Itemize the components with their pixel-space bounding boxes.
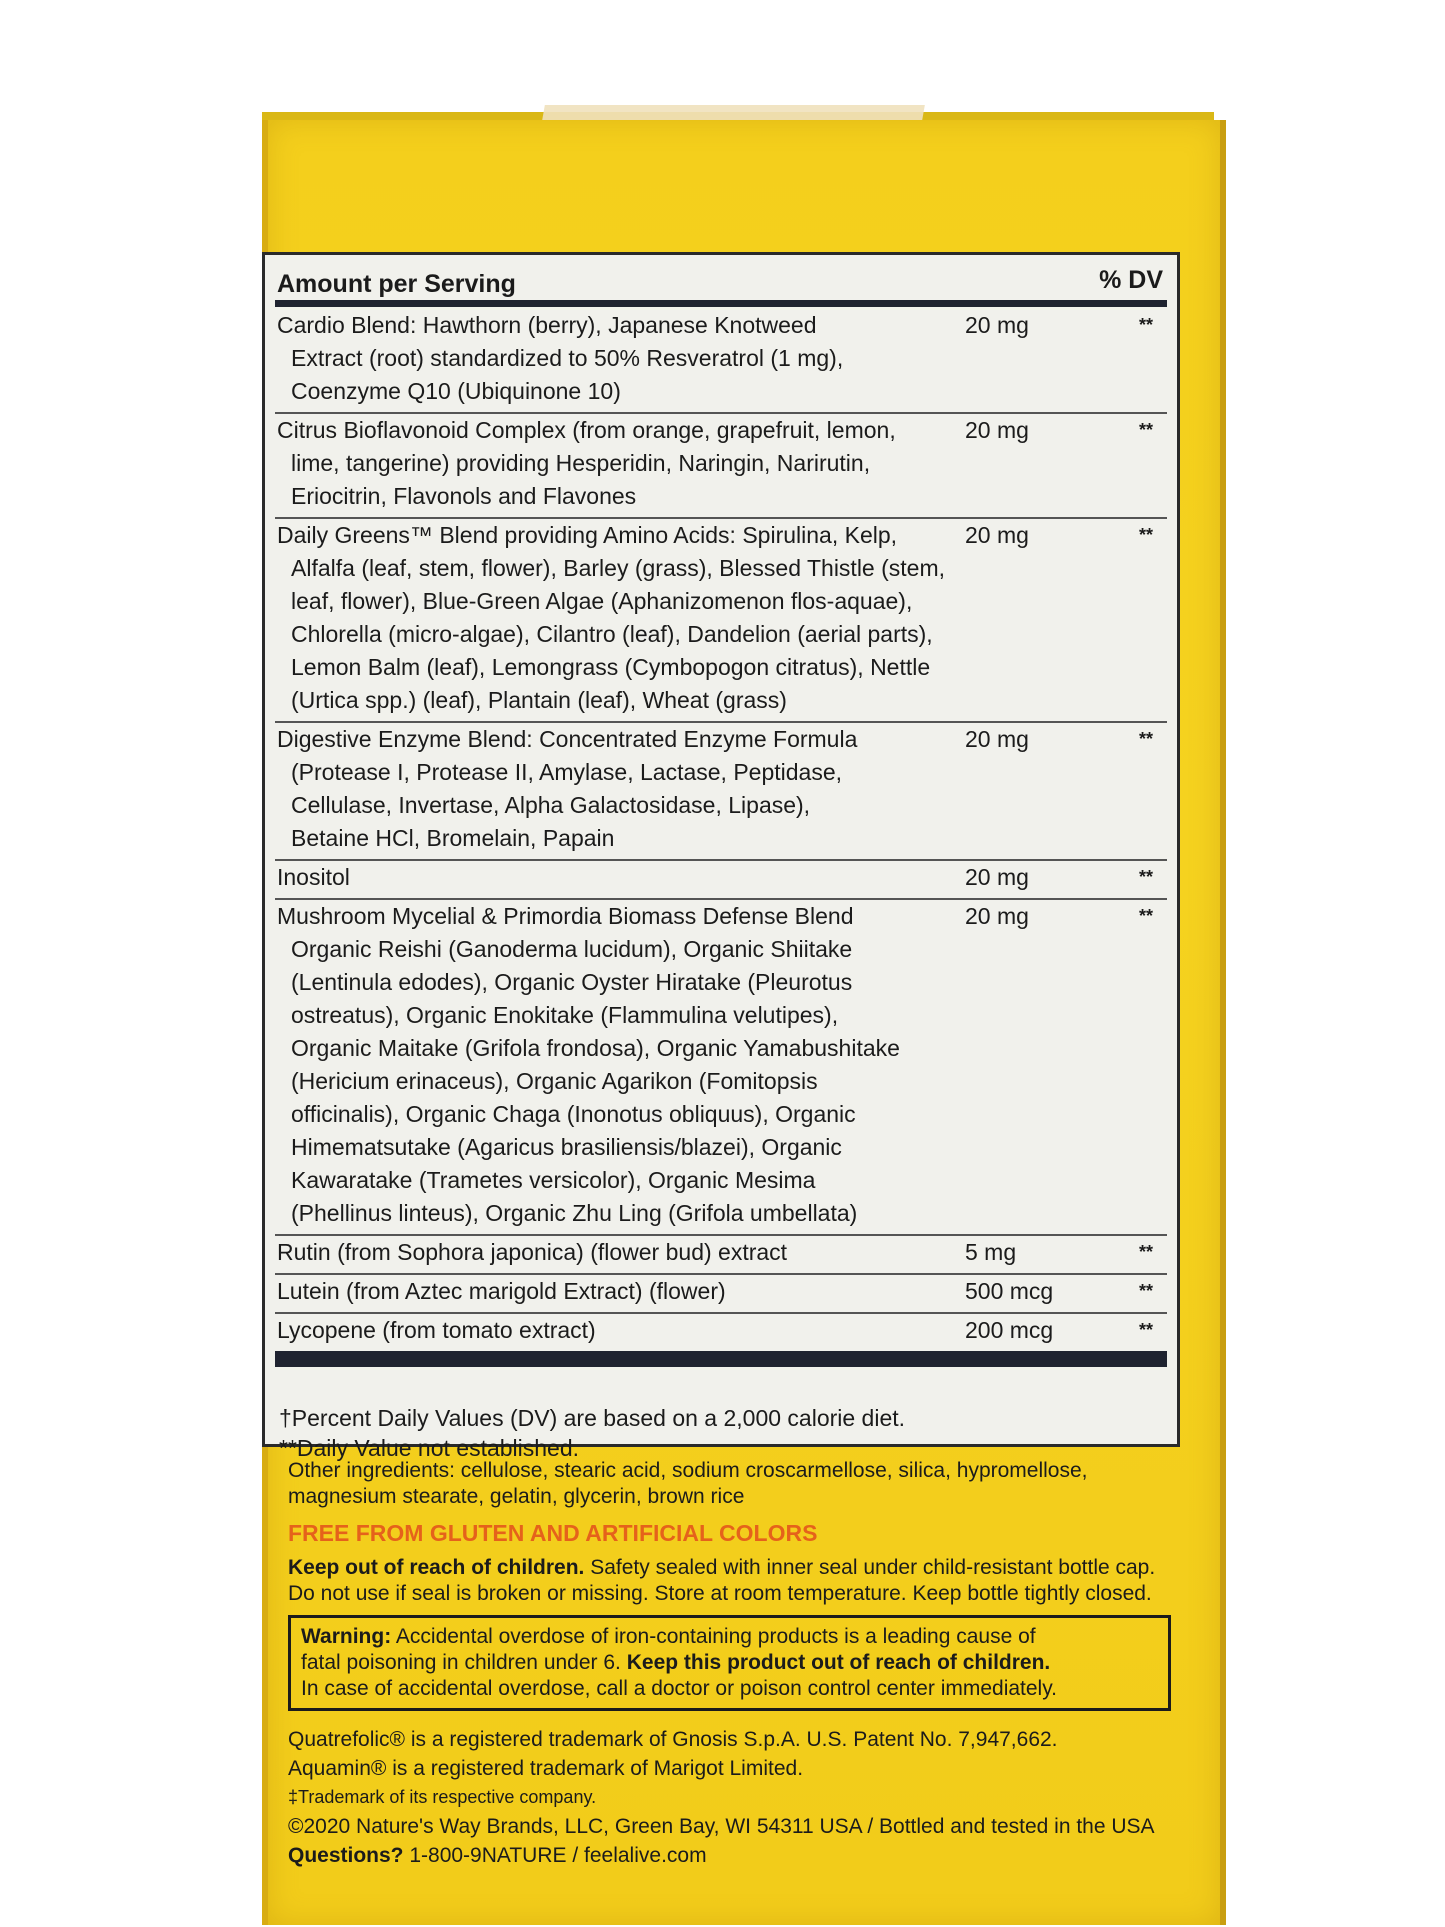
keep-out-line-2: Do not use if seal is broken or missing. Store at room temperature. Keep bottle tightly closed. bbox=[288, 1582, 1152, 1605]
free-from-claim: FREE FROM GLUTEN AND ARTIFICIAL COLORS bbox=[288, 1520, 818, 1546]
ingredient-line: Betaine HCl, Bromelain, Papain bbox=[291, 825, 615, 851]
table-row bbox=[275, 519, 1167, 723]
ingredient-line: Organic Maitake (Grifola frondosa), Organic Yamabushitake bbox=[291, 1035, 900, 1061]
ingredient-line: ostreatus), Organic Enokitake (Flammulina velutipes), bbox=[291, 1002, 839, 1028]
header-dv: % DV bbox=[1099, 266, 1163, 294]
ingredient-line: Cardio Blend: Hawthorn (berry), Japanese Knotweed bbox=[277, 312, 817, 338]
copyright-line: ©2020 Nature's Way Brands, LLC, Green Bay, WI 54311 USA / Bottled and tested in the USA bbox=[288, 1815, 1155, 1838]
keep-out-bold: Keep out of reach of children. bbox=[288, 1556, 585, 1579]
ingredient-line: (Urtica spp.) (leaf), Plantain (leaf), Wheat (grass) bbox=[291, 687, 787, 713]
ingredient-line: Digestive Enzyme Blend: Concentrated Enzyme Formula bbox=[277, 726, 858, 752]
ingredient-dv: ** bbox=[1138, 906, 1153, 926]
ingredient-dv: ** bbox=[1138, 525, 1153, 545]
ingredient-amount: 5 mg bbox=[965, 1239, 1017, 1265]
ingredient-amount: 20 mg bbox=[965, 864, 1029, 890]
keep-out-rest: Safety sealed with inner seal under child-resistant bottle cap. bbox=[584, 1556, 1156, 1579]
other-ingredients-line-1: Other ingredients: cellulose, stearic acid, sodium croscarmellose, silica, hypromellose, bbox=[288, 1459, 1088, 1482]
ingredient-line: Rutin (from Sophora japonica) (flower bud) extract bbox=[277, 1239, 788, 1265]
ingredient-amount: 20 mg bbox=[965, 522, 1029, 548]
storage-instructions bbox=[288, 1555, 1188, 1607]
ingredient-line: Citrus Bioflavonoid Complex (from orange, grapefruit, lemon, bbox=[277, 417, 896, 443]
warning-bold-2: Keep this product out of reach of children. bbox=[626, 1651, 1051, 1674]
table-row bbox=[275, 309, 1167, 414]
ingredient-name bbox=[277, 414, 997, 513]
ingredient-line: Inositol bbox=[277, 864, 350, 890]
ingredient-amount: 20 mg bbox=[965, 417, 1029, 443]
trademark-quatrefolic: Quatrefolic® is a registered trademark of Gnosis S.p.A. U.S. Patent No. 7,947,662. bbox=[288, 1728, 1058, 1751]
ingredient-line: Chlorella (micro-algae), Cilantro (leaf), Dandelion (aerial parts), bbox=[291, 621, 933, 647]
ingredient-line: Alfalfa (leaf, stem, flower), Barley (grass), Blessed Thistle (stem, bbox=[291, 555, 945, 581]
ingredient-line: Eriocitrin, Flavonols and Flavones bbox=[291, 483, 637, 509]
ingredient-line: Mushroom Mycelial & Primordia Biomass Defense Blend bbox=[277, 903, 854, 929]
questions-contact: 1-800-9NATURE / feelalive.com bbox=[403, 1844, 707, 1867]
warning-text-2: fatal poisoning in children under 6. bbox=[301, 1651, 627, 1674]
ingredient-amount: 200 mcg bbox=[965, 1317, 1054, 1343]
ingredient-line: Daily Greens™ Blend providing Amino Acids: Spirulina, Kelp, bbox=[277, 522, 898, 548]
ingredient-line: officinalis), Organic Chaga (Inonotus obliquus), Organic bbox=[291, 1101, 856, 1127]
ingredient-line: Lycopene (from tomato extract) bbox=[277, 1317, 596, 1343]
table-row bbox=[275, 723, 1167, 861]
ingredient-line: Cellulase, Invertase, Alpha Galactosidase, Lipase), bbox=[291, 792, 811, 818]
ingredient-line: leaf, flower), Blue-Green Algae (Aphanizomenon flos-aquae), bbox=[291, 588, 913, 614]
ingredient-line: Coenzyme Q10 (Ubiquinone 10) bbox=[291, 378, 621, 404]
ingredient-amount: 20 mg bbox=[965, 312, 1029, 338]
ingredient-line: Kawaratake (Trametes versicolor), Organic Mesima bbox=[291, 1167, 816, 1193]
table-row bbox=[275, 900, 1167, 1236]
legal-trademarks bbox=[288, 1725, 1188, 1870]
iron-warning-box bbox=[288, 1615, 1171, 1711]
table-row bbox=[275, 1275, 1167, 1314]
table-row bbox=[275, 1314, 1167, 1367]
ingredient-dv: ** bbox=[1138, 1281, 1153, 1301]
ingredient-name bbox=[277, 309, 997, 408]
ingredient-line: Lutein (from Aztec marigold Extract) (flower) bbox=[277, 1278, 726, 1304]
ingredient-name bbox=[277, 1236, 997, 1269]
ingredient-name bbox=[277, 900, 997, 1230]
ingredient-line: Organic Reishi (Ganoderma lucidum), Organic Shiitake bbox=[291, 936, 853, 962]
table-header bbox=[275, 260, 1167, 307]
questions-bold: Questions? bbox=[288, 1844, 404, 1867]
warning-label: Warning: bbox=[301, 1625, 392, 1648]
table-row bbox=[275, 861, 1167, 900]
ingredient-line: (Phellinus linteus), Organic Zhu Ling (Grifola umbellata) bbox=[291, 1200, 858, 1226]
ingredient-line: (Hericium erinaceus), Organic Agarikon (Fomitopsis bbox=[291, 1068, 818, 1094]
ingredient-dv: ** bbox=[1138, 729, 1153, 749]
ingredient-dv: ** bbox=[1138, 420, 1153, 440]
ingredient-line: lime, tangerine) providing Hesperidin, Naringin, Narirutin, bbox=[291, 450, 871, 476]
ingredient-line: Himematsutake (Agaricus brasiliensis/blazei), Organic bbox=[291, 1134, 842, 1160]
ingredient-dv: ** bbox=[1138, 867, 1153, 887]
ingredient-dv: ** bbox=[1138, 1320, 1153, 1340]
ingredient-amount: 20 mg bbox=[965, 903, 1029, 929]
ingredient-amount: 500 mcg bbox=[965, 1278, 1054, 1304]
ingredient-name bbox=[277, 1314, 997, 1347]
other-ingredients bbox=[288, 1458, 1188, 1510]
table-footnotes bbox=[279, 1403, 905, 1463]
questions-line bbox=[288, 1841, 1188, 1870]
table-row bbox=[275, 414, 1167, 519]
footnote-not-established: **Daily Value not established. bbox=[279, 1435, 580, 1461]
ingredient-line: Lemon Balm (leaf), Lemongrass (Cymbopogon citratus), Nettle bbox=[291, 654, 931, 680]
warning-text-1: Accidental overdose of iron-containing products is a leading cause of bbox=[391, 1625, 1036, 1648]
footnote-dv: †Percent Daily Values (DV) are based on a 2,000 calorie diet. bbox=[279, 1405, 906, 1431]
header-amount-per-serving: Amount per Serving bbox=[277, 270, 516, 298]
ingredient-name bbox=[277, 723, 997, 855]
ingredient-line: (Lentinula edodes), Organic Oyster Hiratake (Pleurotus bbox=[291, 969, 853, 995]
ingredient-name bbox=[277, 519, 997, 717]
ingredient-line: (Protease I, Protease II, Amylase, Lactase, Peptidase, bbox=[291, 759, 843, 785]
ingredient-name bbox=[277, 861, 997, 894]
ingredient-amount: 20 mg bbox=[965, 726, 1029, 752]
warning-text-3: In case of accidental overdose, call a doctor or poison control center immediately. bbox=[301, 1677, 1057, 1700]
trademark-aquamin: Aquamin® is a registered trademark of Marigot Limited. bbox=[288, 1757, 804, 1780]
trademark-respective: ‡Trademark of its respective company. bbox=[288, 1787, 597, 1807]
other-ingredients-line-2: magnesium stearate, gelatin, glycerin, brown rice bbox=[288, 1485, 745, 1508]
ingredient-dv: ** bbox=[1138, 1242, 1153, 1262]
supplement-facts-panel bbox=[262, 252, 1180, 1461]
ingredient-line: Extract (root) standardized to 50% Resveratrol (1 mg), bbox=[291, 345, 844, 371]
table-row bbox=[275, 1236, 1167, 1275]
ingredient-name bbox=[277, 1275, 997, 1308]
ingredient-dv: ** bbox=[1138, 315, 1153, 335]
